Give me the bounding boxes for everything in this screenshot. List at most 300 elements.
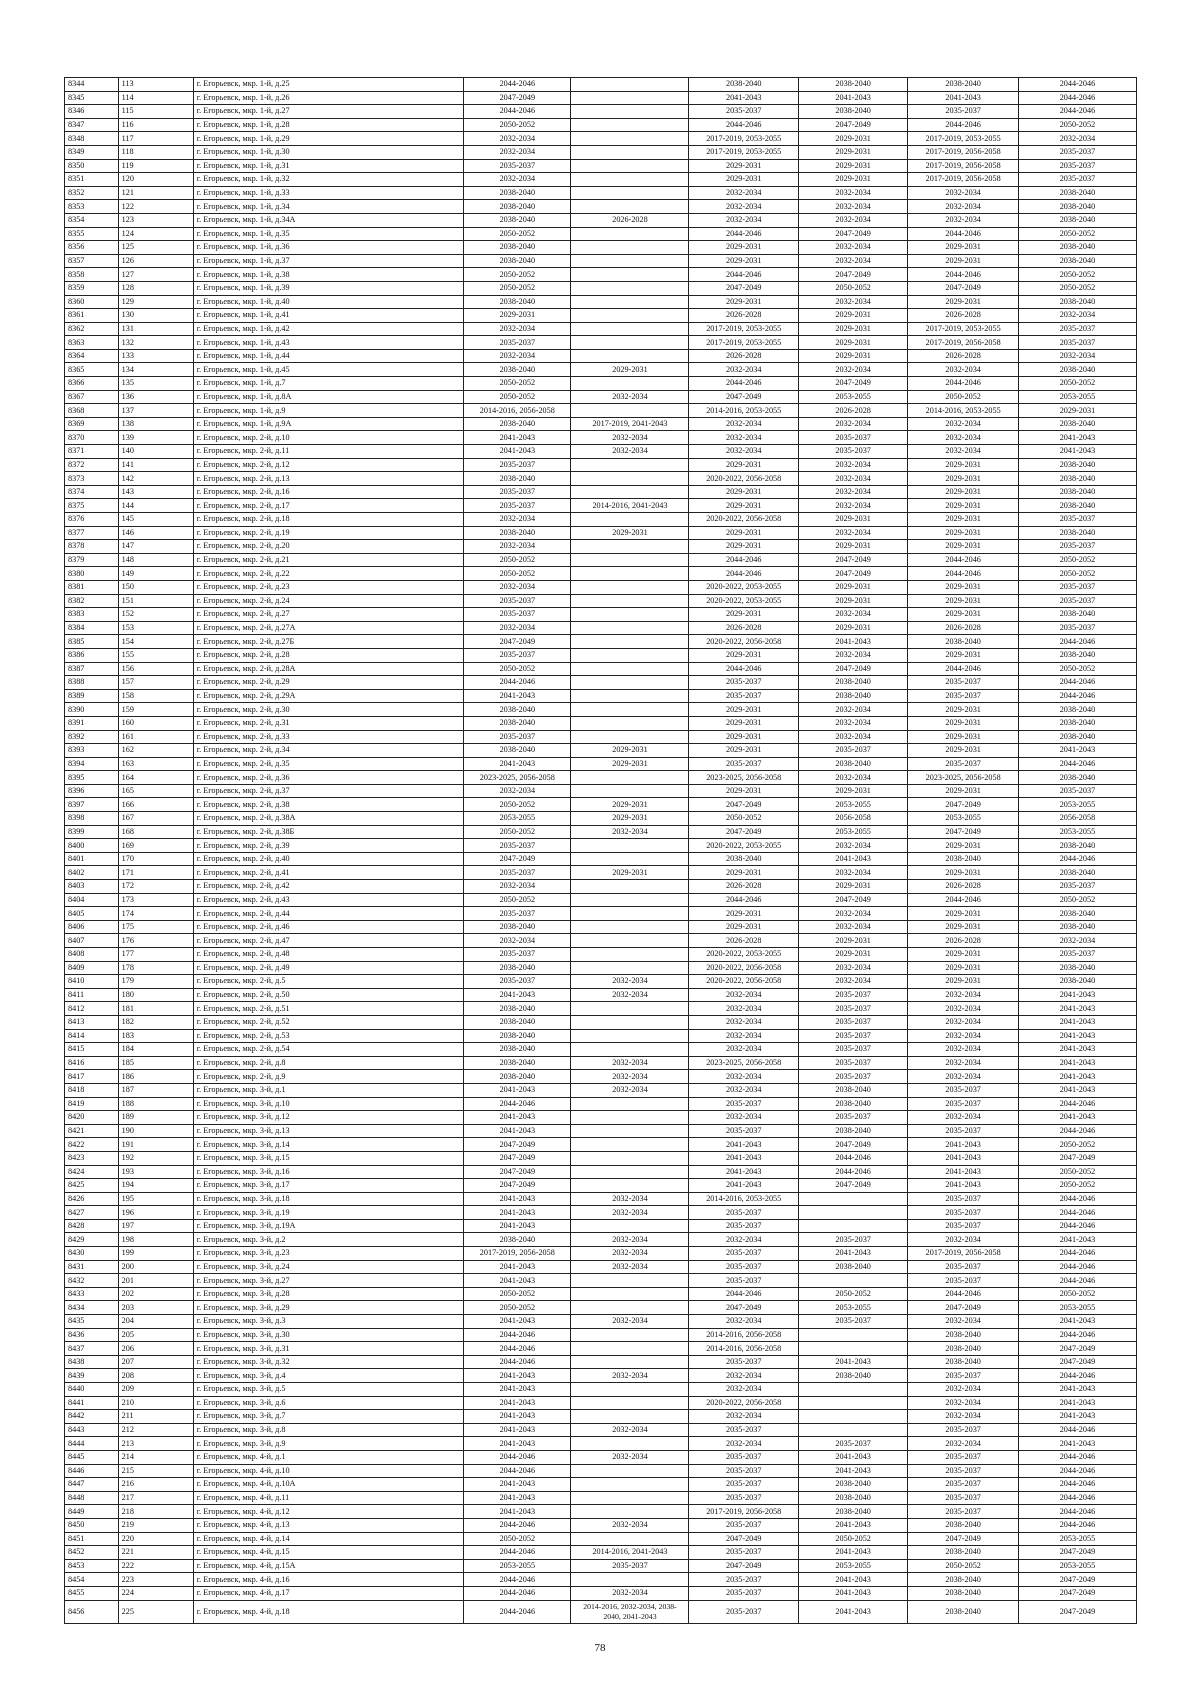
cell-item-number: 130: [118, 309, 193, 323]
table-row: [65, 1043, 1137, 1057]
cell-item-number: 186: [118, 1070, 193, 1084]
cell-period-d: 2053-2055: [798, 825, 907, 839]
cell-row-number: 8373: [65, 472, 119, 486]
cell-period-e: 2026-2028: [908, 349, 1019, 363]
cell-period-e: 2032-2034: [908, 1383, 1019, 1397]
cell-period-d: 2029-2031: [798, 132, 907, 146]
cell-row-number: 8357: [65, 254, 119, 268]
cell-period-e: 2014-2016, 2053-2055: [908, 404, 1019, 418]
cell-period-e: 2035-2037: [908, 757, 1019, 771]
table-row: [65, 1518, 1137, 1532]
cell-row-number: 8369: [65, 417, 119, 431]
cell-period-d: [798, 1192, 907, 1206]
cell-period-d: 2038-2040: [798, 1124, 907, 1138]
cell-period-c: 2020-2022, 2056-2058: [689, 1396, 798, 1410]
cell-address: г. Егорьевск, мкр. 2-й, д.31: [193, 716, 463, 730]
cell-row-number: 8374: [65, 485, 119, 499]
cell-period-a: 2032-2034: [464, 132, 571, 146]
cell-period-d: 2032-2034: [798, 363, 907, 377]
cell-item-number: 224: [118, 1586, 193, 1600]
cell-row-number: 8370: [65, 431, 119, 445]
cell-period-a: 2050-2052: [464, 281, 571, 295]
cell-period-d: 2029-2031: [798, 580, 907, 594]
cell-period-c: 2032-2034: [689, 1070, 798, 1084]
cell-period-a: 2035-2037: [464, 730, 571, 744]
cell-period-a: 2041-2043: [464, 1505, 571, 1519]
cell-period-e: 2032-2034: [908, 1315, 1019, 1329]
cell-item-number: 209: [118, 1383, 193, 1397]
cell-period-e: 2032-2034: [908, 1029, 1019, 1043]
cell-item-number: 199: [118, 1247, 193, 1261]
cell-item-number: 214: [118, 1450, 193, 1464]
cell-period-a: 2038-2040: [464, 472, 571, 486]
cell-period-e: 2029-2031: [908, 580, 1019, 594]
cell-address: г. Егорьевск, мкр. 3-й, д.6: [193, 1396, 463, 1410]
table-row: [65, 1464, 1137, 1478]
cell-period-b: [571, 485, 689, 499]
cell-row-number: 8398: [65, 812, 119, 826]
cell-period-f: 2041-2043: [1018, 1233, 1136, 1247]
cell-item-number: 197: [118, 1219, 193, 1233]
cell-period-b: [571, 159, 689, 173]
cell-period-c: 2029-2031: [689, 703, 798, 717]
cell-item-number: 195: [118, 1192, 193, 1206]
cell-period-f: 2044-2046: [1018, 1518, 1136, 1532]
table-row: [65, 1491, 1137, 1505]
cell-address: г. Егорьевск, мкр. 2-й, д.51: [193, 1002, 463, 1016]
cell-period-d: 2047-2049: [798, 553, 907, 567]
table-row: [65, 798, 1137, 812]
cell-item-number: 203: [118, 1301, 193, 1315]
cell-period-f: 2038-2040: [1018, 200, 1136, 214]
cell-period-c: 2020-2022, 2053-2055: [689, 594, 798, 608]
cell-period-e: 2032-2034: [908, 1070, 1019, 1084]
cell-period-a: 2044-2046: [464, 1600, 571, 1623]
cell-period-e: 2032-2034: [908, 988, 1019, 1002]
cell-period-d: 2044-2046: [798, 1165, 907, 1179]
cell-period-f: 2044-2046: [1018, 1124, 1136, 1138]
cell-period-c: 2020-2022, 2056-2058: [689, 975, 798, 989]
cell-item-number: 164: [118, 771, 193, 785]
cell-period-b: 2014-2016, 2041-2043: [571, 1546, 689, 1560]
cell-address: г. Егорьевск, мкр. 1-й, д.9: [193, 404, 463, 418]
cell-period-b: 2032-2034: [571, 1315, 689, 1329]
cell-period-c: 2029-2031: [689, 920, 798, 934]
table-row: [65, 1342, 1137, 1356]
cell-period-a: 2041-2043: [464, 1315, 571, 1329]
cell-item-number: 178: [118, 961, 193, 975]
cell-address: г. Егорьевск, мкр. 4-й, д.16: [193, 1573, 463, 1587]
cell-period-c: 2032-2034: [689, 1315, 798, 1329]
cell-period-d: 2032-2034: [798, 241, 907, 255]
cell-item-number: 208: [118, 1369, 193, 1383]
cell-period-f: 2038-2040: [1018, 907, 1136, 921]
cell-period-c: 2047-2049: [689, 1559, 798, 1573]
cell-address: г. Егорьевск, мкр. 1-й, д.29: [193, 132, 463, 146]
cell-period-d: 2032-2034: [798, 730, 907, 744]
cell-period-f: 2035-2037: [1018, 145, 1136, 159]
cell-address: г. Егорьевск, мкр. 1-й, д.26: [193, 91, 463, 105]
cell-address: г. Егорьевск, мкр. 3-й, д.17: [193, 1179, 463, 1193]
cell-period-a: 2047-2049: [464, 1151, 571, 1165]
cell-item-number: 205: [118, 1328, 193, 1342]
cell-period-e: 2044-2046: [908, 1287, 1019, 1301]
cell-address: г. Егорьевск, мкр. 2-й, д.27: [193, 608, 463, 622]
cell-address: г. Егорьевск, мкр. 2-й, д.27Б: [193, 635, 463, 649]
cell-period-d: 2038-2040: [798, 676, 907, 690]
cell-period-d: 2029-2031: [798, 159, 907, 173]
cell-period-d: 2032-2034: [798, 254, 907, 268]
cell-period-a: 2038-2040: [464, 716, 571, 730]
cell-row-number: 8377: [65, 526, 119, 540]
cell-row-number: 8427: [65, 1206, 119, 1220]
cell-period-d: 2029-2031: [798, 322, 907, 336]
cell-period-b: [571, 1532, 689, 1546]
cell-period-f: 2035-2037: [1018, 948, 1136, 962]
cell-address: г. Егорьевск, мкр. 4-й, д.12: [193, 1505, 463, 1519]
table-row: [65, 635, 1137, 649]
cell-item-number: 131: [118, 322, 193, 336]
cell-period-a: 2035-2037: [464, 608, 571, 622]
cell-period-c: 2032-2034: [689, 363, 798, 377]
cell-period-c: 2032-2034: [689, 445, 798, 459]
cell-period-d: 2029-2031: [798, 594, 907, 608]
cell-address: г. Егорьевск, мкр. 2-й, д.40: [193, 852, 463, 866]
cell-address: г. Егорьевск, мкр. 2-й, д.41: [193, 866, 463, 880]
cell-item-number: 129: [118, 295, 193, 309]
cell-period-b: [571, 1491, 689, 1505]
table-row: [65, 1070, 1137, 1084]
cell-period-a: 2041-2043: [464, 1478, 571, 1492]
cell-period-e: 2044-2046: [908, 377, 1019, 391]
cell-item-number: 179: [118, 975, 193, 989]
cell-address: г. Егорьевск, мкр. 3-й, д.4: [193, 1369, 463, 1383]
cell-period-c: 2035-2037: [689, 1586, 798, 1600]
cell-period-a: 2041-2043: [464, 1206, 571, 1220]
cell-period-c: 2029-2031: [689, 730, 798, 744]
cell-period-a: 2050-2052: [464, 390, 571, 404]
cell-address: г. Егорьевск, мкр. 3-й, д.10: [193, 1097, 463, 1111]
cell-period-e: 2029-2031: [908, 295, 1019, 309]
cell-period-b: [571, 676, 689, 690]
cell-item-number: 167: [118, 812, 193, 826]
cell-period-b: [571, 1573, 689, 1587]
cell-row-number: 8385: [65, 635, 119, 649]
cell-period-b: [571, 1274, 689, 1288]
cell-period-d: [798, 1342, 907, 1356]
cell-period-a: 2035-2037: [464, 336, 571, 350]
cell-period-f: 2050-2052: [1018, 1179, 1136, 1193]
cell-period-a: 2053-2055: [464, 812, 571, 826]
cell-period-f: 2041-2043: [1018, 1111, 1136, 1125]
cell-item-number: 135: [118, 377, 193, 391]
cell-period-a: 2032-2034: [464, 173, 571, 187]
cell-row-number: 8412: [65, 1002, 119, 1016]
cell-period-c: 2032-2034: [689, 1083, 798, 1097]
cell-period-c: 2032-2034: [689, 1043, 798, 1057]
cell-period-d: [798, 1328, 907, 1342]
cell-row-number: 8388: [65, 676, 119, 690]
table-row: [65, 771, 1137, 785]
cell-item-number: 201: [118, 1274, 193, 1288]
cell-period-c: 2038-2040: [689, 852, 798, 866]
cell-period-d: 2038-2040: [798, 1505, 907, 1519]
cell-item-number: 136: [118, 390, 193, 404]
cell-address: г. Егорьевск, мкр. 2-й, д.38: [193, 798, 463, 812]
cell-period-b: 2029-2031: [571, 866, 689, 880]
cell-period-b: 2017-2019, 2041-2043: [571, 417, 689, 431]
cell-period-e: 2047-2049: [908, 1301, 1019, 1315]
cell-period-b: [571, 1138, 689, 1152]
table-row: [65, 1586, 1137, 1600]
cell-item-number: 213: [118, 1437, 193, 1451]
cell-address: г. Егорьевск, мкр. 2-й, д.12: [193, 458, 463, 472]
cell-address: г. Егорьевск, мкр. 3-й, д.28: [193, 1287, 463, 1301]
cell-period-e: 2035-2037: [908, 1274, 1019, 1288]
cell-row-number: 8419: [65, 1097, 119, 1111]
cell-period-c: 2029-2031: [689, 254, 798, 268]
cell-period-c: 2032-2034: [689, 1410, 798, 1424]
cell-row-number: 8344: [65, 78, 119, 92]
cell-row-number: 8352: [65, 186, 119, 200]
cell-period-b: [571, 1355, 689, 1369]
cell-period-f: 2041-2043: [1018, 988, 1136, 1002]
cell-period-e: 2044-2046: [908, 118, 1019, 132]
cell-period-f: 2035-2037: [1018, 580, 1136, 594]
cell-row-number: 8368: [65, 404, 119, 418]
cell-period-b: [571, 1165, 689, 1179]
cell-item-number: 123: [118, 213, 193, 227]
cell-period-f: 2035-2037: [1018, 173, 1136, 187]
cell-address: г. Егорьевск, мкр. 3-й, д.9: [193, 1437, 463, 1451]
cell-period-f: 2041-2043: [1018, 1070, 1136, 1084]
cell-address: г. Егорьевск, мкр. 4-й, д.14: [193, 1532, 463, 1546]
cell-period-a: 2041-2043: [464, 1491, 571, 1505]
cell-period-a: 2041-2043: [464, 1274, 571, 1288]
cell-period-d: 2041-2043: [798, 1464, 907, 1478]
cell-period-e: 2029-2031: [908, 254, 1019, 268]
cell-period-b: [571, 472, 689, 486]
table-row: [65, 825, 1137, 839]
cell-address: г. Егорьевск, мкр. 2-й, д.29: [193, 676, 463, 690]
cell-period-c: 2035-2037: [689, 689, 798, 703]
cell-period-a: 2032-2034: [464, 145, 571, 159]
cell-period-d: 2029-2031: [798, 948, 907, 962]
cell-period-e: 2029-2031: [908, 784, 1019, 798]
table-row: [65, 295, 1137, 309]
cell-item-number: 225: [118, 1600, 193, 1623]
cell-address: г. Егорьевск, мкр. 1-й, д.31: [193, 159, 463, 173]
cell-address: г. Егорьевск, мкр. 3-й, д.29: [193, 1301, 463, 1315]
cell-period-b: 2026-2028: [571, 213, 689, 227]
cell-period-a: 2041-2043: [464, 757, 571, 771]
cell-period-e: 2029-2031: [908, 472, 1019, 486]
cell-address: г. Егорьевск, мкр. 2-й, д.23: [193, 580, 463, 594]
cell-period-e: 2032-2034: [908, 1111, 1019, 1125]
cell-period-b: [571, 662, 689, 676]
cell-period-f: 2038-2040: [1018, 241, 1136, 255]
cell-period-b: [571, 948, 689, 962]
cell-address: г. Егорьевск, мкр. 1-й, д.35: [193, 227, 463, 241]
cell-period-a: 2044-2046: [464, 1328, 571, 1342]
cell-period-b: 2032-2034: [571, 1518, 689, 1532]
cell-row-number: 8423: [65, 1151, 119, 1165]
cell-period-a: 2044-2046: [464, 1546, 571, 1560]
cell-period-e: 2029-2031: [908, 458, 1019, 472]
cell-period-b: [571, 1043, 689, 1057]
table-row: [65, 1410, 1137, 1424]
cell-period-d: 2038-2040: [798, 1369, 907, 1383]
cell-item-number: 190: [118, 1124, 193, 1138]
cell-item-number: 193: [118, 1165, 193, 1179]
cell-period-b: 2032-2034: [571, 1450, 689, 1464]
cell-period-e: 2044-2046: [908, 553, 1019, 567]
cell-period-a: 2038-2040: [464, 526, 571, 540]
cell-period-f: 2041-2043: [1018, 1056, 1136, 1070]
cell-period-e: 2038-2040: [908, 1600, 1019, 1623]
cell-period-a: 2044-2046: [464, 1355, 571, 1369]
cell-row-number: 8361: [65, 309, 119, 323]
table-row: [65, 621, 1137, 635]
cell-period-f: 2050-2052: [1018, 268, 1136, 282]
cell-item-number: 169: [118, 839, 193, 853]
cell-item-number: 211: [118, 1410, 193, 1424]
cell-row-number: 8447: [65, 1478, 119, 1492]
cell-period-e: 2032-2034: [908, 1233, 1019, 1247]
cell-period-d: 2032-2034: [798, 295, 907, 309]
cell-row-number: 8409: [65, 961, 119, 975]
cell-period-b: 2032-2034: [571, 390, 689, 404]
cell-row-number: 8376: [65, 513, 119, 527]
cell-row-number: 8400: [65, 839, 119, 853]
cell-item-number: 137: [118, 404, 193, 418]
cell-period-e: 2041-2043: [908, 1179, 1019, 1193]
cell-item-number: 127: [118, 268, 193, 282]
cell-period-b: [571, 1151, 689, 1165]
cell-period-d: 2032-2034: [798, 458, 907, 472]
cell-period-a: 2038-2040: [464, 703, 571, 717]
cell-period-b: [571, 186, 689, 200]
cell-item-number: 143: [118, 485, 193, 499]
cell-period-d: 2035-2037: [798, 1015, 907, 1029]
cell-period-f: 2050-2052: [1018, 1138, 1136, 1152]
cell-period-c: 2044-2046: [689, 227, 798, 241]
table-row: [65, 213, 1137, 227]
cell-address: г. Егорьевск, мкр. 2-й, д.9: [193, 1070, 463, 1084]
cell-item-number: 191: [118, 1138, 193, 1152]
cell-period-e: 2038-2040: [908, 1518, 1019, 1532]
cell-period-d: 2044-2046: [798, 1151, 907, 1165]
cell-row-number: 8445: [65, 1450, 119, 1464]
cell-period-e: 2029-2031: [908, 499, 1019, 513]
cell-period-f: 2050-2052: [1018, 227, 1136, 241]
cell-period-e: 2026-2028: [908, 880, 1019, 894]
cell-period-a: 2035-2037: [464, 458, 571, 472]
cell-period-d: 2038-2040: [798, 1083, 907, 1097]
cell-row-number: 8365: [65, 363, 119, 377]
cell-period-e: 2026-2028: [908, 309, 1019, 323]
cell-address: г. Егорьевск, мкр. 3-й, д.8: [193, 1423, 463, 1437]
cell-row-number: 8424: [65, 1165, 119, 1179]
cell-period-b: [571, 540, 689, 554]
cell-period-d: [798, 1396, 907, 1410]
table-row: [65, 186, 1137, 200]
cell-period-f: 2041-2043: [1018, 1043, 1136, 1057]
cell-period-a: 2035-2037: [464, 648, 571, 662]
cell-period-a: 2038-2040: [464, 254, 571, 268]
cell-period-a: 2035-2037: [464, 975, 571, 989]
cell-address: г. Егорьевск, мкр. 3-й, д.19А: [193, 1219, 463, 1233]
cell-period-c: 2032-2034: [689, 1002, 798, 1016]
cell-row-number: 8435: [65, 1315, 119, 1329]
cell-period-e: 2047-2049: [908, 825, 1019, 839]
cell-item-number: 153: [118, 621, 193, 635]
cell-period-c: 2032-2034: [689, 213, 798, 227]
table-row: [65, 1287, 1137, 1301]
cell-period-b: [571, 1219, 689, 1233]
cell-address: г. Егорьевск, мкр. 2-й, д.13: [193, 472, 463, 486]
cell-period-b: [571, 145, 689, 159]
cell-period-d: 2032-2034: [798, 703, 907, 717]
cell-row-number: 8402: [65, 866, 119, 880]
cell-period-b: 2014-2016, 2041-2043: [571, 499, 689, 513]
cell-period-c: 2044-2046: [689, 662, 798, 676]
cell-period-b: [571, 567, 689, 581]
cell-address: г. Егорьевск, мкр. 3-й, д.18: [193, 1192, 463, 1206]
cell-item-number: 187: [118, 1083, 193, 1097]
cell-row-number: 8395: [65, 771, 119, 785]
cell-row-number: 8433: [65, 1287, 119, 1301]
cell-row-number: 8451: [65, 1532, 119, 1546]
cell-period-f: 2053-2055: [1018, 1559, 1136, 1573]
cell-address: г. Егорьевск, мкр. 2-й, д.8: [193, 1056, 463, 1070]
cell-period-a: 2044-2046: [464, 1518, 571, 1532]
cell-item-number: 157: [118, 676, 193, 690]
cell-period-d: 2029-2031: [798, 173, 907, 187]
cell-period-e: 2035-2037: [908, 1505, 1019, 1519]
table-row: [65, 377, 1137, 391]
cell-row-number: 8454: [65, 1573, 119, 1587]
table-row: [65, 920, 1137, 934]
table-row: [65, 1138, 1137, 1152]
cell-row-number: 8440: [65, 1383, 119, 1397]
cell-address: г. Егорьевск, мкр. 1-й, д.42: [193, 322, 463, 336]
cell-period-f: 2044-2046: [1018, 78, 1136, 92]
cell-period-f: 2044-2046: [1018, 1206, 1136, 1220]
table-row: [65, 254, 1137, 268]
cell-period-f: 2050-2052: [1018, 1287, 1136, 1301]
cell-row-number: 8436: [65, 1328, 119, 1342]
cell-period-d: 2032-2034: [798, 608, 907, 622]
cell-address: г. Егорьевск, мкр. 2-й, д.22: [193, 567, 463, 581]
table-row: [65, 1369, 1137, 1383]
cell-period-e: 2017-2019, 2056-2058: [908, 173, 1019, 187]
cell-address: г. Егорьевск, мкр. 3-й, д.23: [193, 1247, 463, 1261]
table-row: [65, 812, 1137, 826]
cell-period-d: 2047-2049: [798, 268, 907, 282]
cell-row-number: 8456: [65, 1600, 119, 1623]
cell-period-a: 2038-2040: [464, 744, 571, 758]
cell-address: г. Егорьевск, мкр. 4-й, д.13: [193, 1518, 463, 1532]
cell-period-d: 2053-2055: [798, 1559, 907, 1573]
cell-period-b: [571, 91, 689, 105]
cell-address: г. Егорьевск, мкр. 1-й, д.44: [193, 349, 463, 363]
cell-address: г. Егорьевск, мкр. 1-й, д.27: [193, 105, 463, 119]
cell-period-f: 2032-2034: [1018, 349, 1136, 363]
cell-item-number: 188: [118, 1097, 193, 1111]
cell-period-e: 2017-2019, 2056-2058: [908, 145, 1019, 159]
cell-period-a: 2038-2040: [464, 200, 571, 214]
